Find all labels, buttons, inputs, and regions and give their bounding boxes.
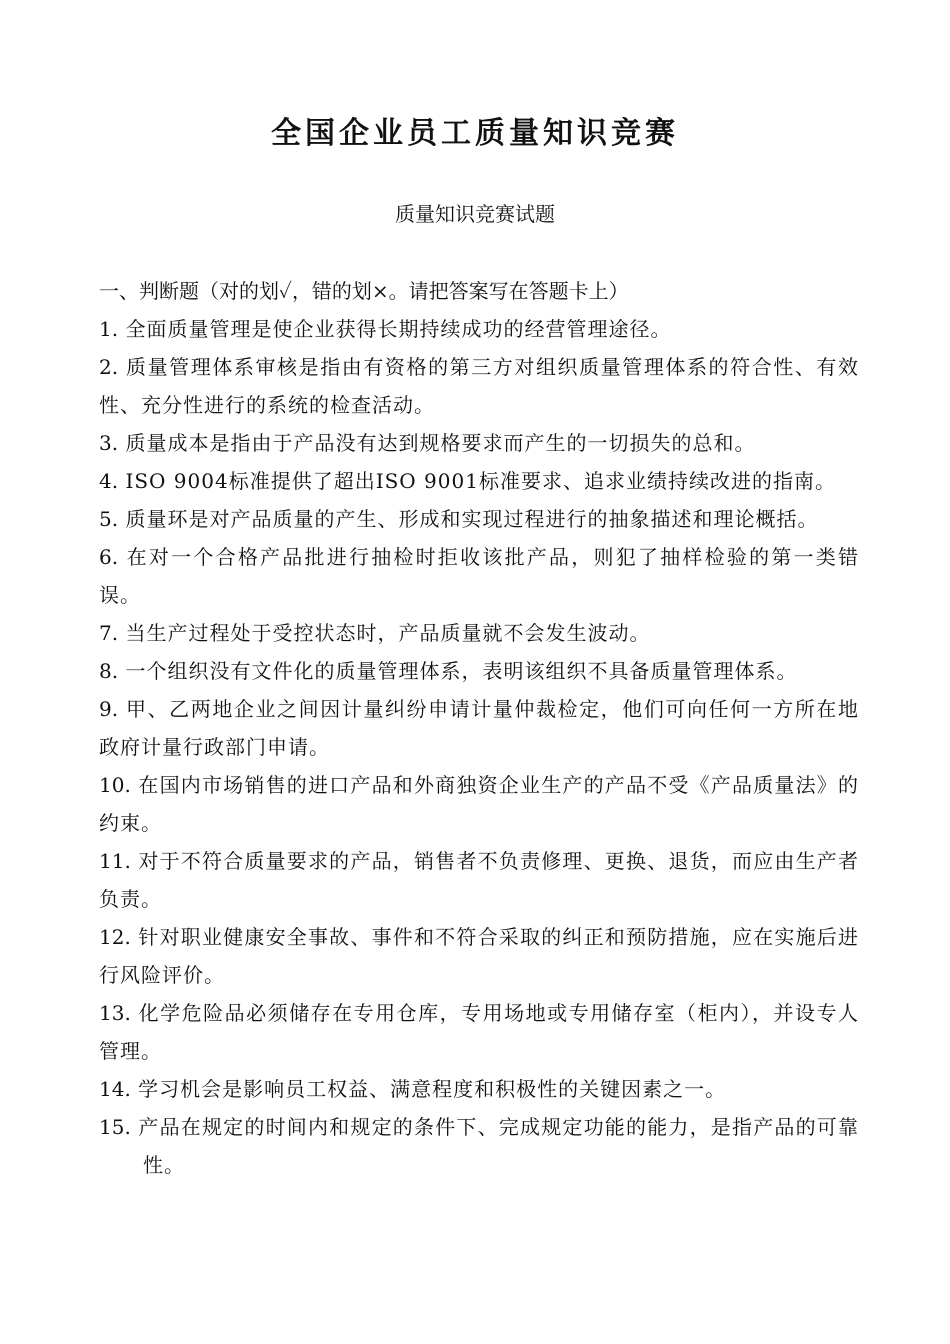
question-item	[99, 842, 859, 918]
question-number: 1.	[99, 317, 119, 341]
question-item	[99, 538, 859, 614]
question-item	[99, 500, 859, 538]
question-text: 学习机会是影响员工权益、满意程度和积极性的关键因素之一。	[138, 1077, 727, 1101]
question-text: 全面质量管理是使企业获得长期持续成功的经营管理途径。	[125, 317, 672, 341]
question-text: 化学危险品必须储存在专用仓库，专用场地或专用储存室（柜内），并设专人管理。	[99, 1001, 860, 1063]
document-subtitle: 质量知识竞赛试题	[395, 202, 555, 226]
question-text: 产品在规定的时间内和规定的条件下、完成规定功能的能力，是指产品的可靠性。	[138, 1115, 860, 1177]
question-number: 5.	[99, 507, 119, 531]
question-number: 11.	[99, 849, 131, 873]
question-number: 15.	[99, 1115, 131, 1139]
document-title: 全国企业员工质量知识竞赛	[271, 116, 679, 151]
question-number: 2.	[99, 355, 119, 379]
question-text: 一个组织没有文件化的质量管理体系，表明该组织不具备质量管理体系。	[125, 659, 798, 683]
question-item	[99, 766, 859, 842]
question-text: 针对职业健康安全事故、事件和不符合采取的纠正和预防措施，应在实施后进行风险评价。	[99, 925, 860, 987]
question-number: 14.	[99, 1077, 131, 1101]
question-item	[99, 424, 859, 462]
question-text: 在对一个合格产品批进行抽检时拒收该批产品，则犯了抽样检验的第一类错误。	[99, 545, 860, 607]
question-text: 质量环是对产品质量的产生、形成和实现过程进行的抽象描述和理论概括。	[125, 507, 819, 531]
question-text: 在国内市场销售的进口产品和外商独资企业生产的产品不受《产品质量法》的约束。	[99, 773, 860, 835]
question-number: 4.	[99, 469, 119, 493]
question-text: 当生产过程处于受控状态时，产品质量就不会发生波动。	[125, 621, 651, 645]
question-section	[99, 272, 859, 1184]
question-text: 对于不符合质量要求的产品，销售者不负责修理、更换、退货，而应由生产者负责。	[99, 849, 860, 911]
question-number: 13.	[99, 1001, 131, 1025]
question-item	[99, 310, 859, 348]
question-item	[99, 994, 859, 1070]
question-text: 质量管理体系审核是指由有资格的第三方对组织质量管理体系的符合性、有效性、充分性进行的系统的检查活动。	[99, 355, 860, 417]
question-number: 10.	[99, 773, 131, 797]
question-item	[99, 462, 859, 500]
question-item	[99, 652, 859, 690]
section-heading: 一、判断题（对的划✓，错的划×。请把答案写在答题卡上）	[99, 279, 629, 303]
question-number: 6.	[99, 545, 119, 569]
question-item	[99, 690, 859, 766]
question-item	[99, 1070, 859, 1108]
question-text: 甲、乙两地企业之间因计量纠纷申请计量仲裁检定，他们可向任何一方所在地政府计量行政部门申请。	[99, 697, 860, 759]
question-number: 9.	[99, 697, 119, 721]
question-item	[99, 348, 859, 424]
question-number: 3.	[99, 431, 119, 455]
question-text: 质量成本是指由于产品没有达到规格要求而产生的一切损失的总和。	[125, 431, 756, 455]
question-item	[99, 1108, 859, 1184]
question-item	[99, 614, 859, 652]
question-number: 8.	[99, 659, 119, 683]
question-number: 7.	[99, 621, 119, 645]
question-item	[99, 918, 859, 994]
question-number: 12.	[99, 925, 131, 949]
question-text: ISO 9004标准提供了超出ISO 9001标准要求、追求业绩持续改进的指南。	[125, 469, 836, 493]
